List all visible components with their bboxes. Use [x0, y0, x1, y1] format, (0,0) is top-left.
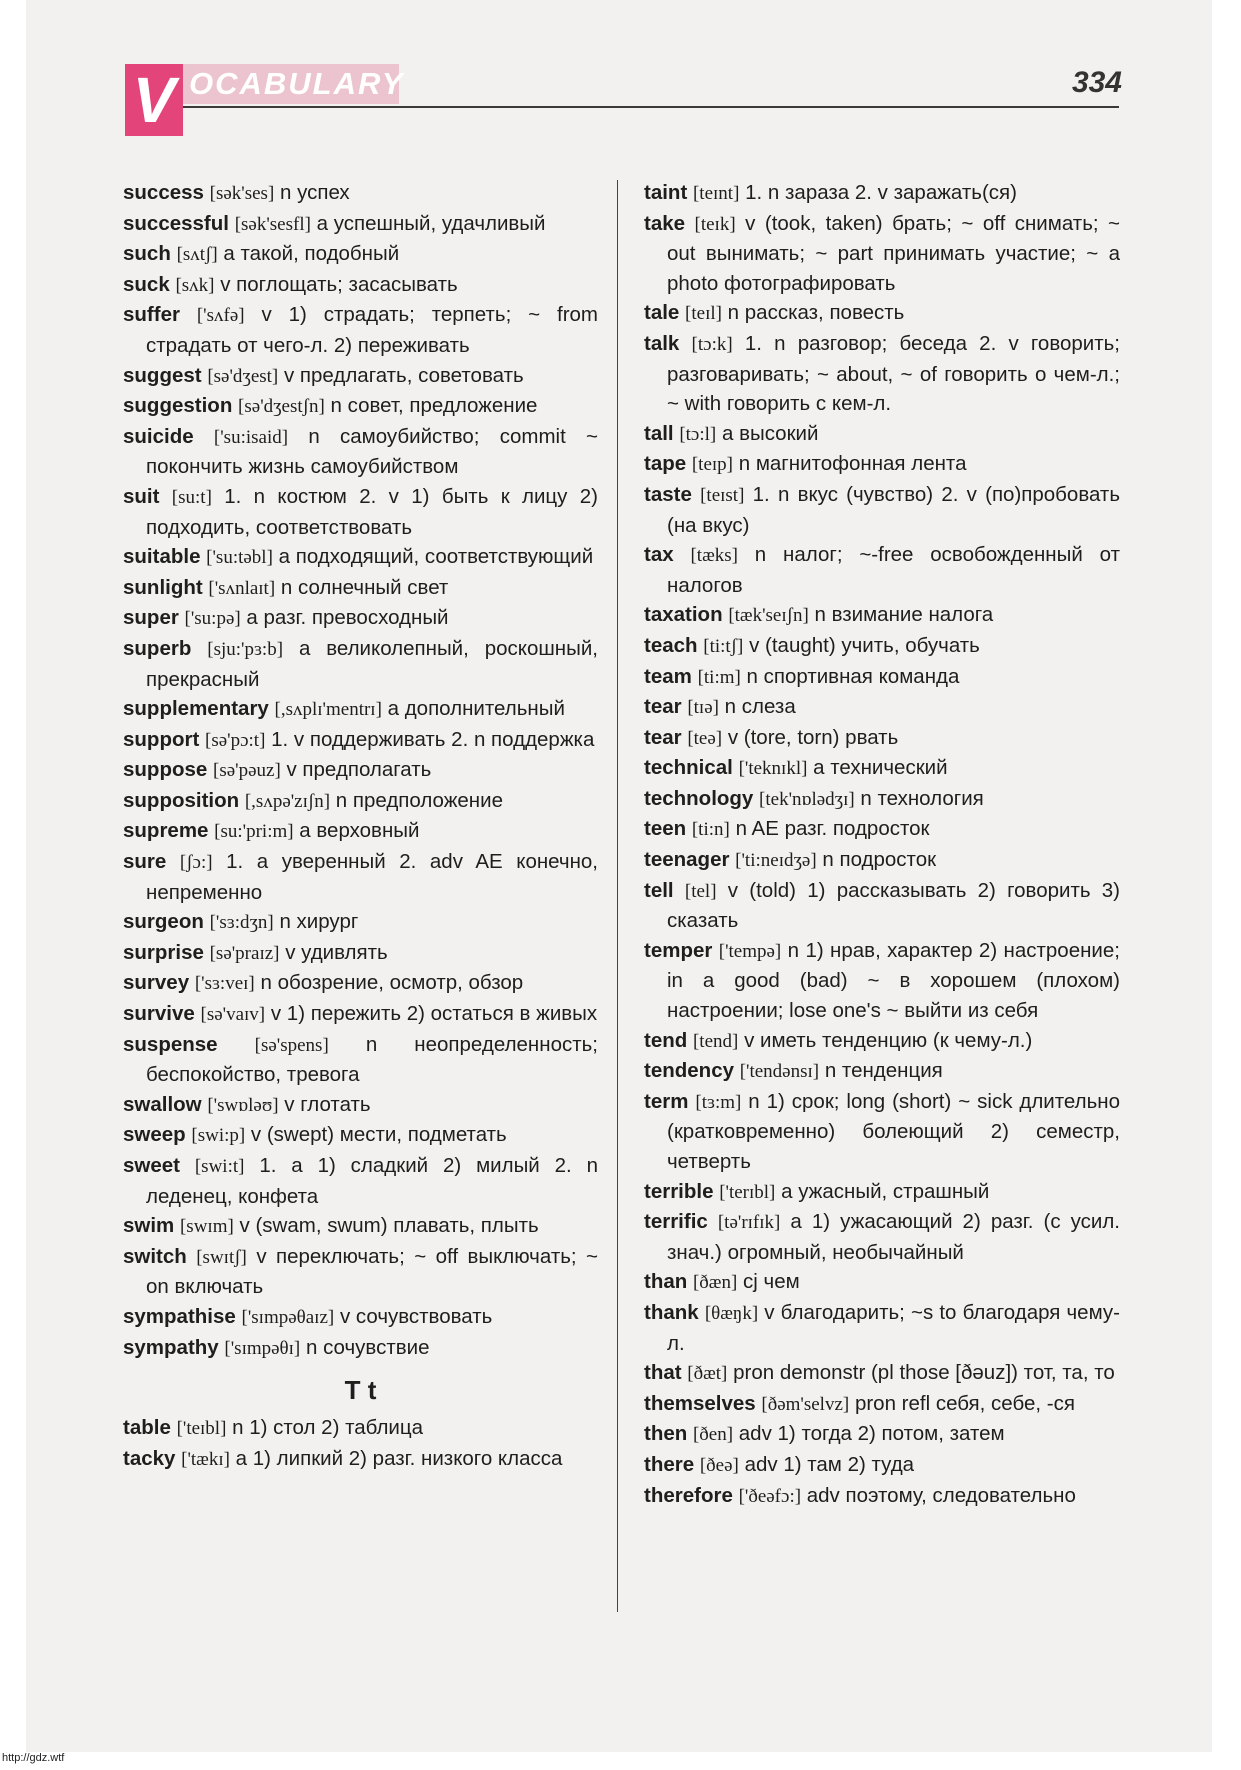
- entry-transcription: [su:t]: [171, 486, 212, 508]
- entry-transcription: ['tendənsɪ]: [739, 1061, 820, 1083]
- entry-headword: thank: [644, 1300, 699, 1324]
- entry-definition: n налог; ~-free освобожденный от налогов: [667, 543, 1120, 597]
- entry-definition: a такой, подобный: [223, 242, 400, 266]
- entry-headword: tear: [644, 695, 682, 719]
- entry-transcription: [sʌtʃ]: [176, 244, 218, 266]
- entry-headword: tax: [644, 543, 674, 567]
- entry-transcription: [tæk'seɪʃn]: [728, 605, 809, 627]
- dictionary-entry: [644, 784, 1120, 815]
- entry-headword: terrific: [644, 1210, 708, 1234]
- entry-definition: adv 1) тогда 2) потом, затем: [738, 1422, 1005, 1446]
- entry-transcription: [sə'dʒest]: [207, 365, 279, 387]
- entry-definition: a великолепный, роскошный, прекрасный: [146, 636, 599, 691]
- entry-transcription: [θæŋk]: [704, 1302, 759, 1324]
- entry-definition: a технический: [813, 756, 948, 780]
- entry-transcription: [su:'pri:m]: [214, 821, 294, 843]
- dictionary-entry: [644, 1267, 1120, 1298]
- dictionary-entry: [644, 936, 1120, 1026]
- dictionary-entry: [644, 1450, 1120, 1481]
- entry-definition: n 1) стол 2) таблица: [232, 1416, 424, 1440]
- entry-headword: tell: [644, 878, 674, 902]
- entry-headword: tear: [644, 725, 682, 749]
- entry-definition: n спортивная команда: [746, 664, 960, 688]
- left-column: [123, 178, 598, 1474]
- entry-transcription: [sju:'pɜ:b]: [207, 638, 284, 660]
- dictionary-entry: [123, 725, 598, 756]
- entry-definition: pron refl себя, себе, -ся: [854, 1391, 1075, 1415]
- entry-definition: v (took, taken) брать; ~ off снимать; ~ out вынимать; ~ part принимать участие; ~ a photo фотографировать: [667, 211, 1121, 295]
- dictionary-entry: [123, 907, 598, 938]
- dictionary-entry: [123, 694, 598, 725]
- left-entry-list-t: [123, 1413, 598, 1474]
- entry-headword: table: [123, 1416, 171, 1440]
- entry-transcription: [ti:tʃ]: [703, 635, 744, 657]
- dictionary-entry: [123, 270, 598, 301]
- entry-definition: pron demonstr (pl those [ðəuz]) тот, та, то: [733, 1361, 1115, 1385]
- dictionary-entry: [123, 786, 598, 817]
- dictionary-entry: [123, 1413, 598, 1444]
- dictionary-entry: [123, 300, 598, 360]
- dictionary-entry: [123, 938, 598, 969]
- entry-headword: than: [644, 1270, 688, 1294]
- entry-definition: n совет, предложение: [330, 394, 538, 418]
- entry-definition: v глотать: [284, 1092, 371, 1116]
- dictionary-entry: [123, 391, 598, 422]
- dictionary-entry: [123, 239, 598, 270]
- entry-headword: survive: [123, 1002, 195, 1026]
- entry-transcription: [sə'dʒestʃn]: [238, 396, 325, 418]
- dictionary-entry: [123, 482, 598, 542]
- dictionary-entry: [644, 209, 1120, 299]
- entry-headword: teenager: [644, 848, 730, 872]
- entry-definition: 1. n разговор; беседа 2. v говорить; разговаривать; ~ about, ~ of говорить о чем-л.; ~ with говорить с кем-л.: [667, 331, 1121, 416]
- entry-transcription: ['sɪmpəθɪ]: [224, 1337, 301, 1359]
- dictionary-entry: [644, 753, 1120, 784]
- entry-transcription: [swi:p]: [191, 1125, 246, 1147]
- entry-headword: successful: [123, 211, 229, 235]
- entry-headword: then: [644, 1422, 688, 1446]
- entry-transcription: [tə'rɪfɪk]: [717, 1212, 781, 1234]
- entry-headword: taxation: [644, 603, 723, 627]
- entry-definition: v 1) страдать; терпеть; ~ from страдать от чего-л. 2) переживать: [146, 303, 599, 357]
- entry-headword: success: [123, 181, 204, 204]
- entry-definition: a верховный: [299, 819, 420, 843]
- entry-headword: suck: [123, 272, 170, 296]
- entry-definition: a успешный, удачливый: [316, 211, 546, 235]
- entry-transcription: ['sɜ:dʒn]: [209, 912, 274, 934]
- entry-transcription: ['ðeəfɔ:]: [738, 1485, 802, 1507]
- column-divider: [617, 180, 618, 1612]
- entry-definition: v (tore, torn) рвать: [727, 725, 899, 749]
- entry-definition: n магнитофонная лента: [738, 452, 967, 476]
- entry-transcription: ['su:təbl]: [206, 547, 273, 569]
- entry-transcription: [ðen]: [692, 1424, 734, 1446]
- dictionary-entry: [644, 876, 1120, 936]
- entry-transcription: [sə'pəuz]: [213, 760, 281, 782]
- entry-headword: superb: [123, 636, 192, 660]
- dictionary-entry: [644, 329, 1120, 419]
- entry-headword: tape: [644, 452, 687, 476]
- entry-definition: v (swam, swum) плавать, плыть: [239, 1214, 539, 1238]
- entry-headword: supplementary: [123, 697, 269, 721]
- dictionary-entry: [123, 603, 598, 634]
- entry-headword: swallow: [123, 1092, 202, 1116]
- entry-transcription: ['sɜ:veɪ]: [194, 973, 255, 995]
- entry-headword: sympathise: [123, 1304, 236, 1328]
- entry-definition: n предположение: [335, 788, 503, 812]
- entry-transcription: [ti:n]: [691, 819, 730, 841]
- dictionary-entry: [123, 573, 598, 604]
- entry-transcription: ['tækɪ]: [181, 1448, 230, 1470]
- entry-headword: that: [644, 1361, 682, 1385]
- entry-definition: adv поэтому, следовательно: [806, 1483, 1076, 1507]
- entry-headword: surgeon: [123, 910, 204, 934]
- entry-transcription: [sə'pɔ:t]: [205, 729, 266, 751]
- dictionary-entry: [644, 1177, 1120, 1208]
- entry-headword: suppose: [123, 758, 208, 782]
- dictionary-entry: [644, 662, 1120, 693]
- entry-definition: v сочувствовать: [339, 1304, 493, 1328]
- entry-transcription: ['sʌfə]: [196, 305, 245, 327]
- entry-transcription: [ðæn]: [692, 1272, 738, 1294]
- entry-headword: team: [644, 664, 692, 688]
- entry-definition: a разг. превосходный: [246, 606, 449, 630]
- entry-definition: v (swept) мести, подметать: [250, 1123, 507, 1147]
- footer-link[interactable]: http://gdz.wtf: [2, 1752, 65, 1764]
- entry-definition: n подросток: [822, 848, 937, 872]
- dictionary-entry: [123, 542, 598, 573]
- entry-headword: terrible: [644, 1179, 714, 1203]
- entry-headword: support: [123, 727, 200, 751]
- entry-headword: sympathy: [123, 1335, 219, 1359]
- entry-definition: 1. a 1) сладкий 2) милый 2. n леденец, конфета: [146, 1154, 598, 1208]
- entry-headword: tacky: [123, 1446, 176, 1470]
- entry-definition: a 1) липкий 2) разг. низкого класса: [235, 1446, 563, 1470]
- dictionary-entry: [123, 1302, 598, 1333]
- entry-transcription: [tɪə]: [687, 697, 719, 719]
- entry-definition: n 1) срок; long (short) ~ sick длительно (кратковременно) болеющий 2) семестр, четверть: [667, 1089, 1120, 1173]
- entry-transcription: ['sɪmpəθaɪz]: [241, 1306, 335, 1328]
- entry-definition: n взимание налога: [814, 603, 994, 627]
- entry-headword: supreme: [123, 819, 209, 843]
- entry-headword: tendency: [644, 1059, 734, 1083]
- dictionary-entry: [123, 634, 598, 694]
- dictionary-entry: [644, 1026, 1120, 1057]
- entry-definition: v иметь тенденцию (к чему-л.): [744, 1028, 1033, 1052]
- dictionary-entry: [644, 1207, 1120, 1267]
- entry-transcription: [tɔ:k]: [691, 333, 733, 355]
- entry-definition: a ужасный, страшный: [781, 1179, 990, 1203]
- entry-definition: v (taught) учить, обучать: [749, 633, 980, 657]
- dictionary-entry: [123, 1090, 598, 1121]
- dictionary-entry: [123, 999, 598, 1030]
- entry-definition: a дополнительный: [387, 697, 565, 721]
- entry-transcription: [ðeə]: [699, 1454, 739, 1476]
- dictionary-entry: [644, 600, 1120, 631]
- entry-definition: v предполагать: [286, 758, 432, 782]
- entry-definition: n рассказ, повесть: [727, 301, 905, 325]
- dictionary-entry: [123, 1333, 598, 1364]
- entry-headword: term: [644, 1089, 689, 1113]
- entry-headword: surprise: [123, 940, 204, 964]
- entry-definition: v переключать; ~ off выключать; ~ on включать: [146, 1244, 598, 1299]
- entry-headword: themselves: [644, 1391, 756, 1415]
- entry-definition: cj чем: [743, 1270, 800, 1294]
- entry-definition: a высокий: [721, 421, 819, 445]
- entry-headword: switch: [123, 1244, 187, 1268]
- entry-headword: tend: [644, 1028, 688, 1052]
- entry-headword: super: [123, 606, 179, 630]
- entry-definition: 1. n вкус (чувство) 2. v (по)пробовать (на вкус): [667, 482, 1121, 537]
- dictionary-entry: [123, 1151, 598, 1211]
- entry-definition: v удивлять: [285, 940, 388, 964]
- entry-transcription: [,sʌpə'zɪʃn]: [244, 790, 331, 812]
- dictionary-entry: [123, 422, 598, 482]
- entry-headword: sweet: [123, 1154, 180, 1177]
- right-entry-list: [644, 178, 1120, 1511]
- entry-transcription: [sə'spens]: [254, 1034, 329, 1056]
- section-banner: OCABULARY: [183, 64, 399, 104]
- entry-definition: v предлагать, советовать: [283, 363, 524, 387]
- dictionary-entry: [123, 1120, 598, 1151]
- entry-transcription: [ðæt]: [687, 1363, 728, 1385]
- entry-headword: such: [123, 242, 171, 266]
- entry-headword: supposition: [123, 788, 240, 812]
- entry-headword: suicide: [123, 424, 194, 448]
- dictionary-entry: [123, 1444, 598, 1475]
- entry-transcription: ['teɪbl]: [176, 1418, 227, 1440]
- entry-transcription: [tel]: [684, 880, 717, 902]
- entry-transcription: [ðəm'selvz]: [761, 1393, 850, 1415]
- dictionary-entry: [123, 178, 598, 209]
- dictionary-entry: [644, 692, 1120, 723]
- entry-headword: suit: [123, 484, 160, 508]
- entry-definition: v 1) пережить 2) остаться в живых: [270, 1002, 598, 1026]
- right-column: [644, 178, 1120, 1511]
- entry-transcription: ['su:isaid]: [213, 426, 289, 448]
- entry-headword: suffer: [123, 303, 180, 327]
- dictionary-entry: [644, 1087, 1120, 1177]
- dictionary-entry: [644, 1056, 1120, 1087]
- dictionary-entry: [644, 298, 1120, 329]
- dictionary-entry: [644, 1481, 1120, 1512]
- entry-headword: talk: [644, 331, 680, 355]
- entry-transcription: ['terɪbl]: [719, 1181, 776, 1203]
- entry-transcription: [tend]: [692, 1030, 739, 1052]
- entry-definition: adv 1) там 2) туда: [744, 1452, 915, 1476]
- dictionary-entry: [123, 755, 598, 786]
- entry-definition: n успех: [279, 181, 350, 204]
- entry-headword: tall: [644, 421, 674, 445]
- entry-headword: suspense: [123, 1032, 218, 1056]
- entry-headword: technical: [644, 756, 733, 780]
- entry-definition: v (told) 1) рассказывать 2) говорить 3) сказать: [667, 878, 1120, 933]
- entry-definition: n 1) нрав, характер 2) настроение; in a good (bad) ~ в хорошем (плохом) настроении; lose one's ~ выйти из себя: [667, 938, 1120, 1023]
- entry-transcription: [sək'ses]: [209, 183, 275, 204]
- entry-headword: temper: [644, 938, 713, 962]
- dictionary-entry: [123, 847, 598, 907]
- entry-headword: taste: [644, 482, 692, 506]
- entry-definition: n самоубийство; commit ~ покончить жизнь самоубийством: [146, 424, 599, 479]
- entry-definition: a подходящий, соответствующий: [278, 545, 594, 569]
- entry-headword: sweep: [123, 1123, 186, 1147]
- entry-headword: suitable: [123, 545, 201, 569]
- entry-headword: teach: [644, 633, 698, 657]
- dictionary-entry: [123, 1211, 598, 1242]
- dictionary-entry: [123, 209, 598, 240]
- entry-transcription: ['su:pə]: [184, 608, 241, 630]
- entry-definition: n солнечный свет: [280, 575, 449, 599]
- section-badge: V: [125, 64, 183, 136]
- entry-transcription: [swɪtʃ]: [196, 1246, 247, 1268]
- dictionary-entry: [644, 449, 1120, 480]
- entry-definition: n неопределенность; беспокойство, тревога: [146, 1032, 598, 1087]
- entry-transcription: [sək'sesfl]: [234, 213, 311, 235]
- entry-headword: sunlight: [123, 575, 203, 599]
- entry-transcription: [teə]: [687, 727, 723, 749]
- dictionary-entry: [644, 540, 1120, 600]
- dictionary-entry: [644, 419, 1120, 450]
- entry-definition: n слеза: [724, 695, 796, 719]
- entry-transcription: [sə'praɪz]: [209, 942, 280, 964]
- dictionary-entry: [644, 1298, 1120, 1358]
- entry-transcription: [tɜ:m]: [695, 1091, 742, 1113]
- entry-definition: n технология: [860, 786, 984, 810]
- entry-definition: v благодарить; ~s to благодаря чему-л.: [667, 1300, 1120, 1355]
- entry-headword: suggest: [123, 363, 202, 387]
- entry-transcription: [tek'nɒlədʒɪ]: [759, 788, 855, 810]
- dictionary-entry: [644, 631, 1120, 662]
- entry-transcription: [sə'vaɪv]: [200, 1004, 266, 1026]
- entry-transcription: ['tempə]: [718, 940, 782, 962]
- entry-definition: n хирург: [279, 910, 359, 934]
- entry-definition: 1. n зараза 2. v заражать(ся): [745, 181, 1017, 204]
- entry-transcription: ['ti:neɪdʒə]: [735, 850, 817, 872]
- entry-transcription: ['sʌnlaɪt]: [208, 577, 276, 599]
- entry-definition: n обозрение, осмотр, обзор: [260, 971, 524, 995]
- entry-transcription: ['swɒləʊ]: [207, 1094, 279, 1116]
- letter-section-heading: T t: [344, 1375, 377, 1406]
- entry-headword: survey: [123, 971, 190, 995]
- entry-transcription: [teɪl]: [685, 303, 722, 325]
- left-entry-list: [123, 178, 598, 1363]
- dictionary-entry: [123, 1242, 598, 1302]
- entry-transcription: [teɪst]: [700, 484, 745, 506]
- entry-headword: swim: [123, 1214, 175, 1238]
- entry-headword: sure: [123, 850, 167, 874]
- entry-transcription: [teɪk]: [694, 213, 736, 235]
- entry-definition: n тенденция: [824, 1059, 943, 1083]
- entry-transcription: ['teknɪkl]: [738, 758, 808, 780]
- entry-definition: 1. n костюм 2. v 1) быть к лицу 2) подходить, соответствовать: [146, 484, 598, 539]
- dictionary-entry: [123, 968, 598, 999]
- entry-transcription: [tɔ:l]: [679, 423, 717, 445]
- entry-transcription: [ti:m]: [697, 666, 741, 688]
- dictionary-entry: [644, 1358, 1120, 1389]
- entry-transcription: [tæks]: [690, 545, 738, 567]
- entry-transcription: [teɪnt]: [692, 183, 740, 204]
- entry-headword: taint: [644, 181, 688, 204]
- dictionary-entry: [644, 814, 1120, 845]
- entry-transcription: [ʃɔ:]: [179, 852, 213, 874]
- entry-headword: teen: [644, 817, 687, 841]
- entry-definition: a 1) ужасающий 2) разг. (с усил. знач.) огромный, необычайный: [667, 1210, 1120, 1264]
- dictionary-entry: [644, 1419, 1120, 1450]
- dictionary-entry: [123, 1030, 598, 1090]
- entry-headword: suggestion: [123, 394, 233, 418]
- dictionary-entry: [123, 361, 598, 392]
- entry-headword: technology: [644, 786, 754, 810]
- entry-definition: n сочувствие: [305, 1335, 430, 1359]
- dictionary-entry: [644, 178, 1120, 209]
- entry-definition: n AE разг. подросток: [735, 817, 930, 841]
- entry-definition: v поглощать; засасывать: [220, 272, 458, 296]
- entry-headword: tale: [644, 301, 680, 325]
- page-number: 334: [1071, 66, 1122, 99]
- dictionary-entry: [644, 1389, 1120, 1420]
- entry-headword: take: [644, 211, 686, 235]
- header-rule: [183, 106, 1119, 108]
- dictionary-entry: [644, 480, 1120, 540]
- dictionary-entry: [644, 723, 1120, 754]
- entry-transcription: [swi:t]: [194, 1156, 245, 1177]
- dictionary-entry: [644, 845, 1120, 876]
- dictionary-entry: [123, 816, 598, 847]
- entry-headword: there: [644, 1452, 695, 1476]
- entry-transcription: [swɪm]: [179, 1216, 234, 1238]
- entry-headword: therefore: [644, 1483, 733, 1507]
- entry-definition: 1. v поддерживать 2. n поддержка: [271, 727, 595, 751]
- entry-transcription: [sʌk]: [175, 274, 215, 296]
- entry-definition: 1. a уверенный 2. adv AE конечно, непременно: [146, 850, 599, 904]
- entry-transcription: [teɪp]: [691, 454, 734, 476]
- entry-transcription: [,sʌplɪ'mentrɪ]: [274, 699, 382, 721]
